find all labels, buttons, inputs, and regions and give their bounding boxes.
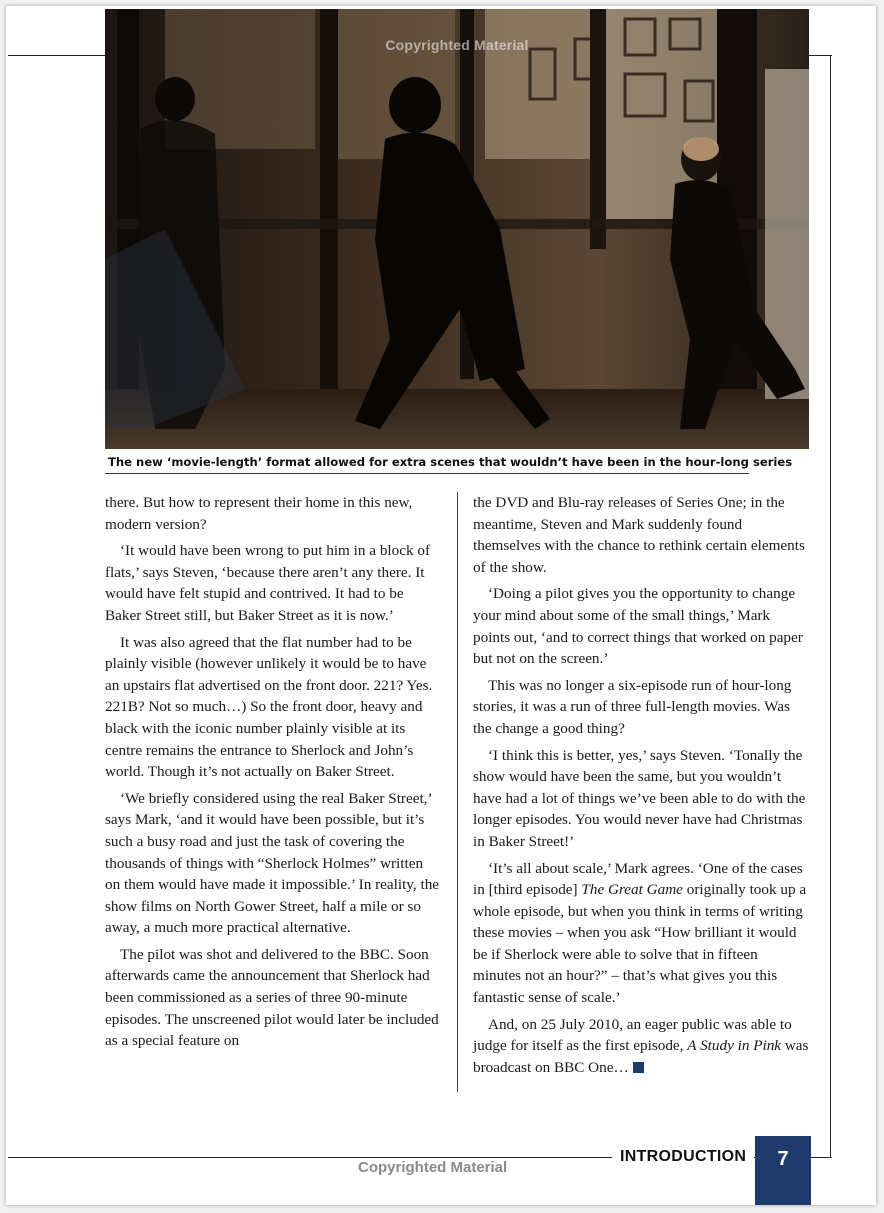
paragraph: It was also agreed that the flat number had to be plainly visible (however unlikely it would be to have an upstairs flat advertised on the front door. 221? Yes. 221B? Not so much…) So the front door, heavy and black with the iconic number plainly visible at its centre remains the entrance to Sherlock and John’s world. Though it’s not actually on Baker Street.: [105, 633, 433, 781]
section-label: INTRODUCTION: [620, 1148, 747, 1165]
watermark-bottom: Copyrighted Material: [358, 1159, 508, 1176]
paragraph: This was no longer a six-episode run of hour-long stories, it was a run of three full-length movies. Was the change a good thing?: [473, 676, 792, 737]
paragraph: The pilot was shot and delivered to the BBC. Soon afterwards came the announcement that Sherlock had been commissioned as a series of three 90-minute episodes. The unscreened pilot would later be included as a special feature on: [105, 945, 439, 1050]
photo-caption: The new ‘movie-length’ format allowed for extra scenes that wouldn’t have been in the hour-long series: [108, 455, 793, 469]
episode-title: A Study in Pink: [687, 1037, 782, 1055]
left-column: [105, 492, 441, 1057]
paragraph: ‘Doing a pilot gives you the opportunity to change your mind about some of the small things,’ Mark points out, ‘and to correct things that worked on paper but not on the screen.’: [473, 585, 803, 668]
paragraph: the DVD and Blu-ray releases of Series One; in the meantime, Steven and Mark suddenly found themselves with the chance to rethink certain elements of the show.: [473, 494, 805, 576]
caption-rule: [105, 473, 749, 474]
scene-photograph: [105, 9, 809, 449]
column-divider: [457, 492, 458, 1092]
right-rule: [830, 55, 831, 1157]
paragraph: ‘It would have been wrong to put him in a block of flats,’ says Steven, ‘because there aren’t any there. It would have felt stupid and contrived. It had to be Baker Street still, but Baker Street as it is now.’: [105, 542, 431, 624]
text-run: originally took up a whole episode, but when you think in terms of writing these movies – when you ask “How brilliant it would be if Sherlock were able to solve that in fifteen minutes not an hour?” – that’s what gives you this fantastic sense of scale.’: [473, 881, 807, 1007]
paragraph: ‘I think this is better, yes,’ says Steven. ‘Tonally the show would have been the same, but you wouldn’t have had a lot of things we’ve been able to do with the longer episodes. You would never have had Christmas in Baker Street!’: [473, 746, 806, 850]
paragraph: [473, 1014, 809, 1079]
watermark-top: Copyrighted Material: [385, 37, 529, 53]
end-mark-icon: [633, 1062, 644, 1073]
right-column: [473, 492, 809, 1083]
paragraph: [473, 858, 809, 1009]
book-page: [6, 6, 876, 1205]
photo-illustration: [105, 9, 809, 449]
paragraph: there. But how to represent their home in this new, modern version?: [105, 494, 413, 533]
episode-title: The Great Game: [581, 881, 683, 899]
text-run: ‘It’s all about scale,’ Mark agrees. ‘One of the cases in [third episode]: [473, 859, 803, 899]
text-run: was broadcast on BBC One…: [473, 1037, 809, 1076]
page-number: 7: [755, 1136, 811, 1205]
text-run: And, on 25 July 2010, an eager public was able to judge for itself as the first episode,: [473, 1015, 792, 1055]
paragraph: ‘We briefly considered using the real Baker Street,’ says Mark, ‘and it would have been possible, but it’s such a busy road and just the task of covering the thousands of things with “Sherlock Holmes” written on them would have made it impossible.’ In reality, the show films on North Gower Street, half a mile or so away, a much more practical alternative.: [105, 789, 440, 937]
bottom-rule: [8, 1157, 612, 1158]
